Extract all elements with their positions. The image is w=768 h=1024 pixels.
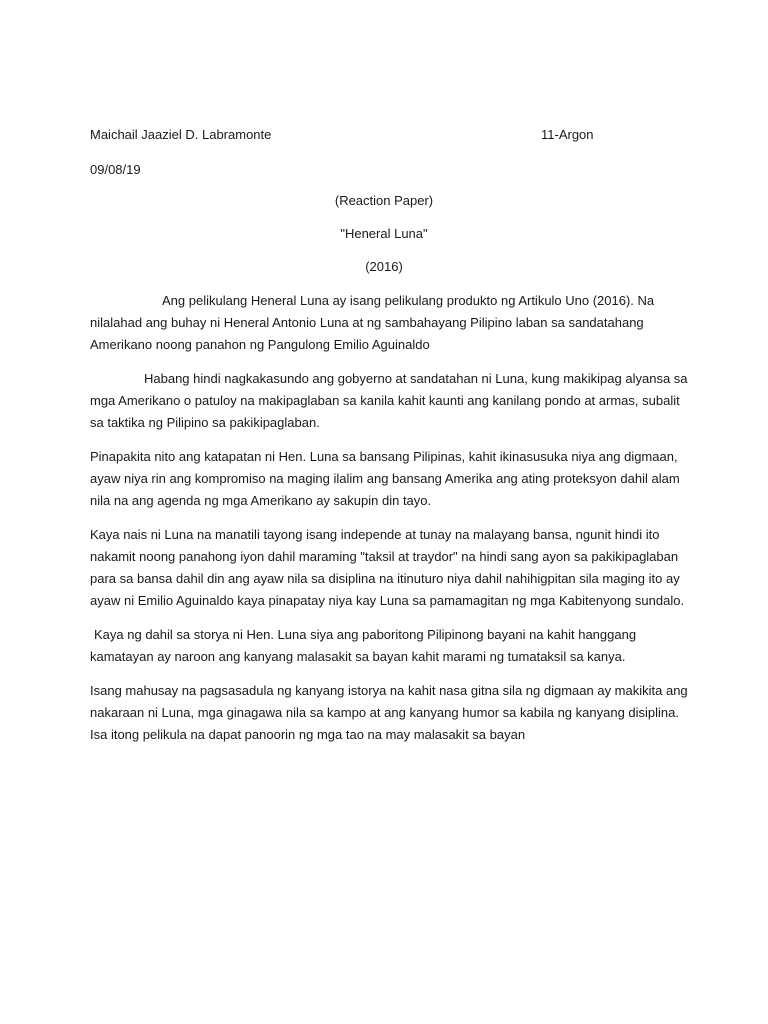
paper-type-label: (Reaction Paper) [334,193,434,208]
paper-body [90,290,690,758]
paper-title: "Heneral Luna" [340,226,428,241]
paragraph-5: Kaya ng dahil sa storya ni Hen. Luna siya ang paboritong Pilipinong bayani na kahit hanggang kamatayan ay naroon ang kanyang malasakit sa bayan kahit marami ng tumataksil sa kanya. [90,627,637,664]
section-name: 11-Argon [541,127,594,142]
document-date: 09/08/19 [90,162,141,177]
paragraph-2: Habang hindi nagkakasundo ang gobyerno at sandatahan ni Luna, kung makikipag alyansa sa mga Amerikano o patuloy na makipaglaban sa kanila kahit kaunti ang kanilang pondo at armas, subalit sa taktika ng Pilipino sa pakikipaglaban. [90,371,688,430]
author-name: Maichail Jaaziel D. Labramonte [90,127,272,142]
paper-year: (2016) [365,259,403,274]
paragraph-1: Ang pelikulang Heneral Luna ay isang pelikulang produkto ng Artikulo Uno (2016). Na nilalahad ang buhay ni Heneral Antonio Luna at ng sambahayang Pilipino laban sa sandatahang Amerikano noong panahon ng Pangulong Emilio Aguinaldo [90,293,655,352]
paragraph-6: Isang mahusay na pagsasadula ng kanyang istorya na kahit nasa gitna sila ng digmaan ay makikita ang nakaraan ni Luna, mga ginagawa nila sa kampo at ang kanyang humor sa kabila ng kanyang disiplina. Isa itong pelikula na dapat panoorin ng mga tao na may malasakit sa bayan [90,683,688,742]
header-row [90,127,690,145]
paragraph-3: Pinapakita nito ang katapatan ni Hen. Luna sa bansang Pilipinas, kahit ikinasusuka niya ang digmaan, ayaw niya rin ang kompromiso na maging ilalim ang bansang Amerika ang ating proteksyon dahil alam nila na ang agenda ng mga Amerikano ay sakupin din tayo. [90,449,680,508]
paragraph-4: Kaya nais ni Luna na manatili tayong isang independe at tunay na malayang bansa, ngunit hindi ito nakamit noong panahong iyon dahil maraming "taksil at traydor" na hindi sang ayon sa pakikipaglaban para sa bansa dahil din ang ayaw nila sa disiplina na itinuturo niya dahil nahihigpitan sila maging ito ay ayaw ni Emilio Aguinaldo kaya pinapatay niya kay Luna sa pamamagitan ng mga Kabitenyong sundalo. [90,527,685,608]
